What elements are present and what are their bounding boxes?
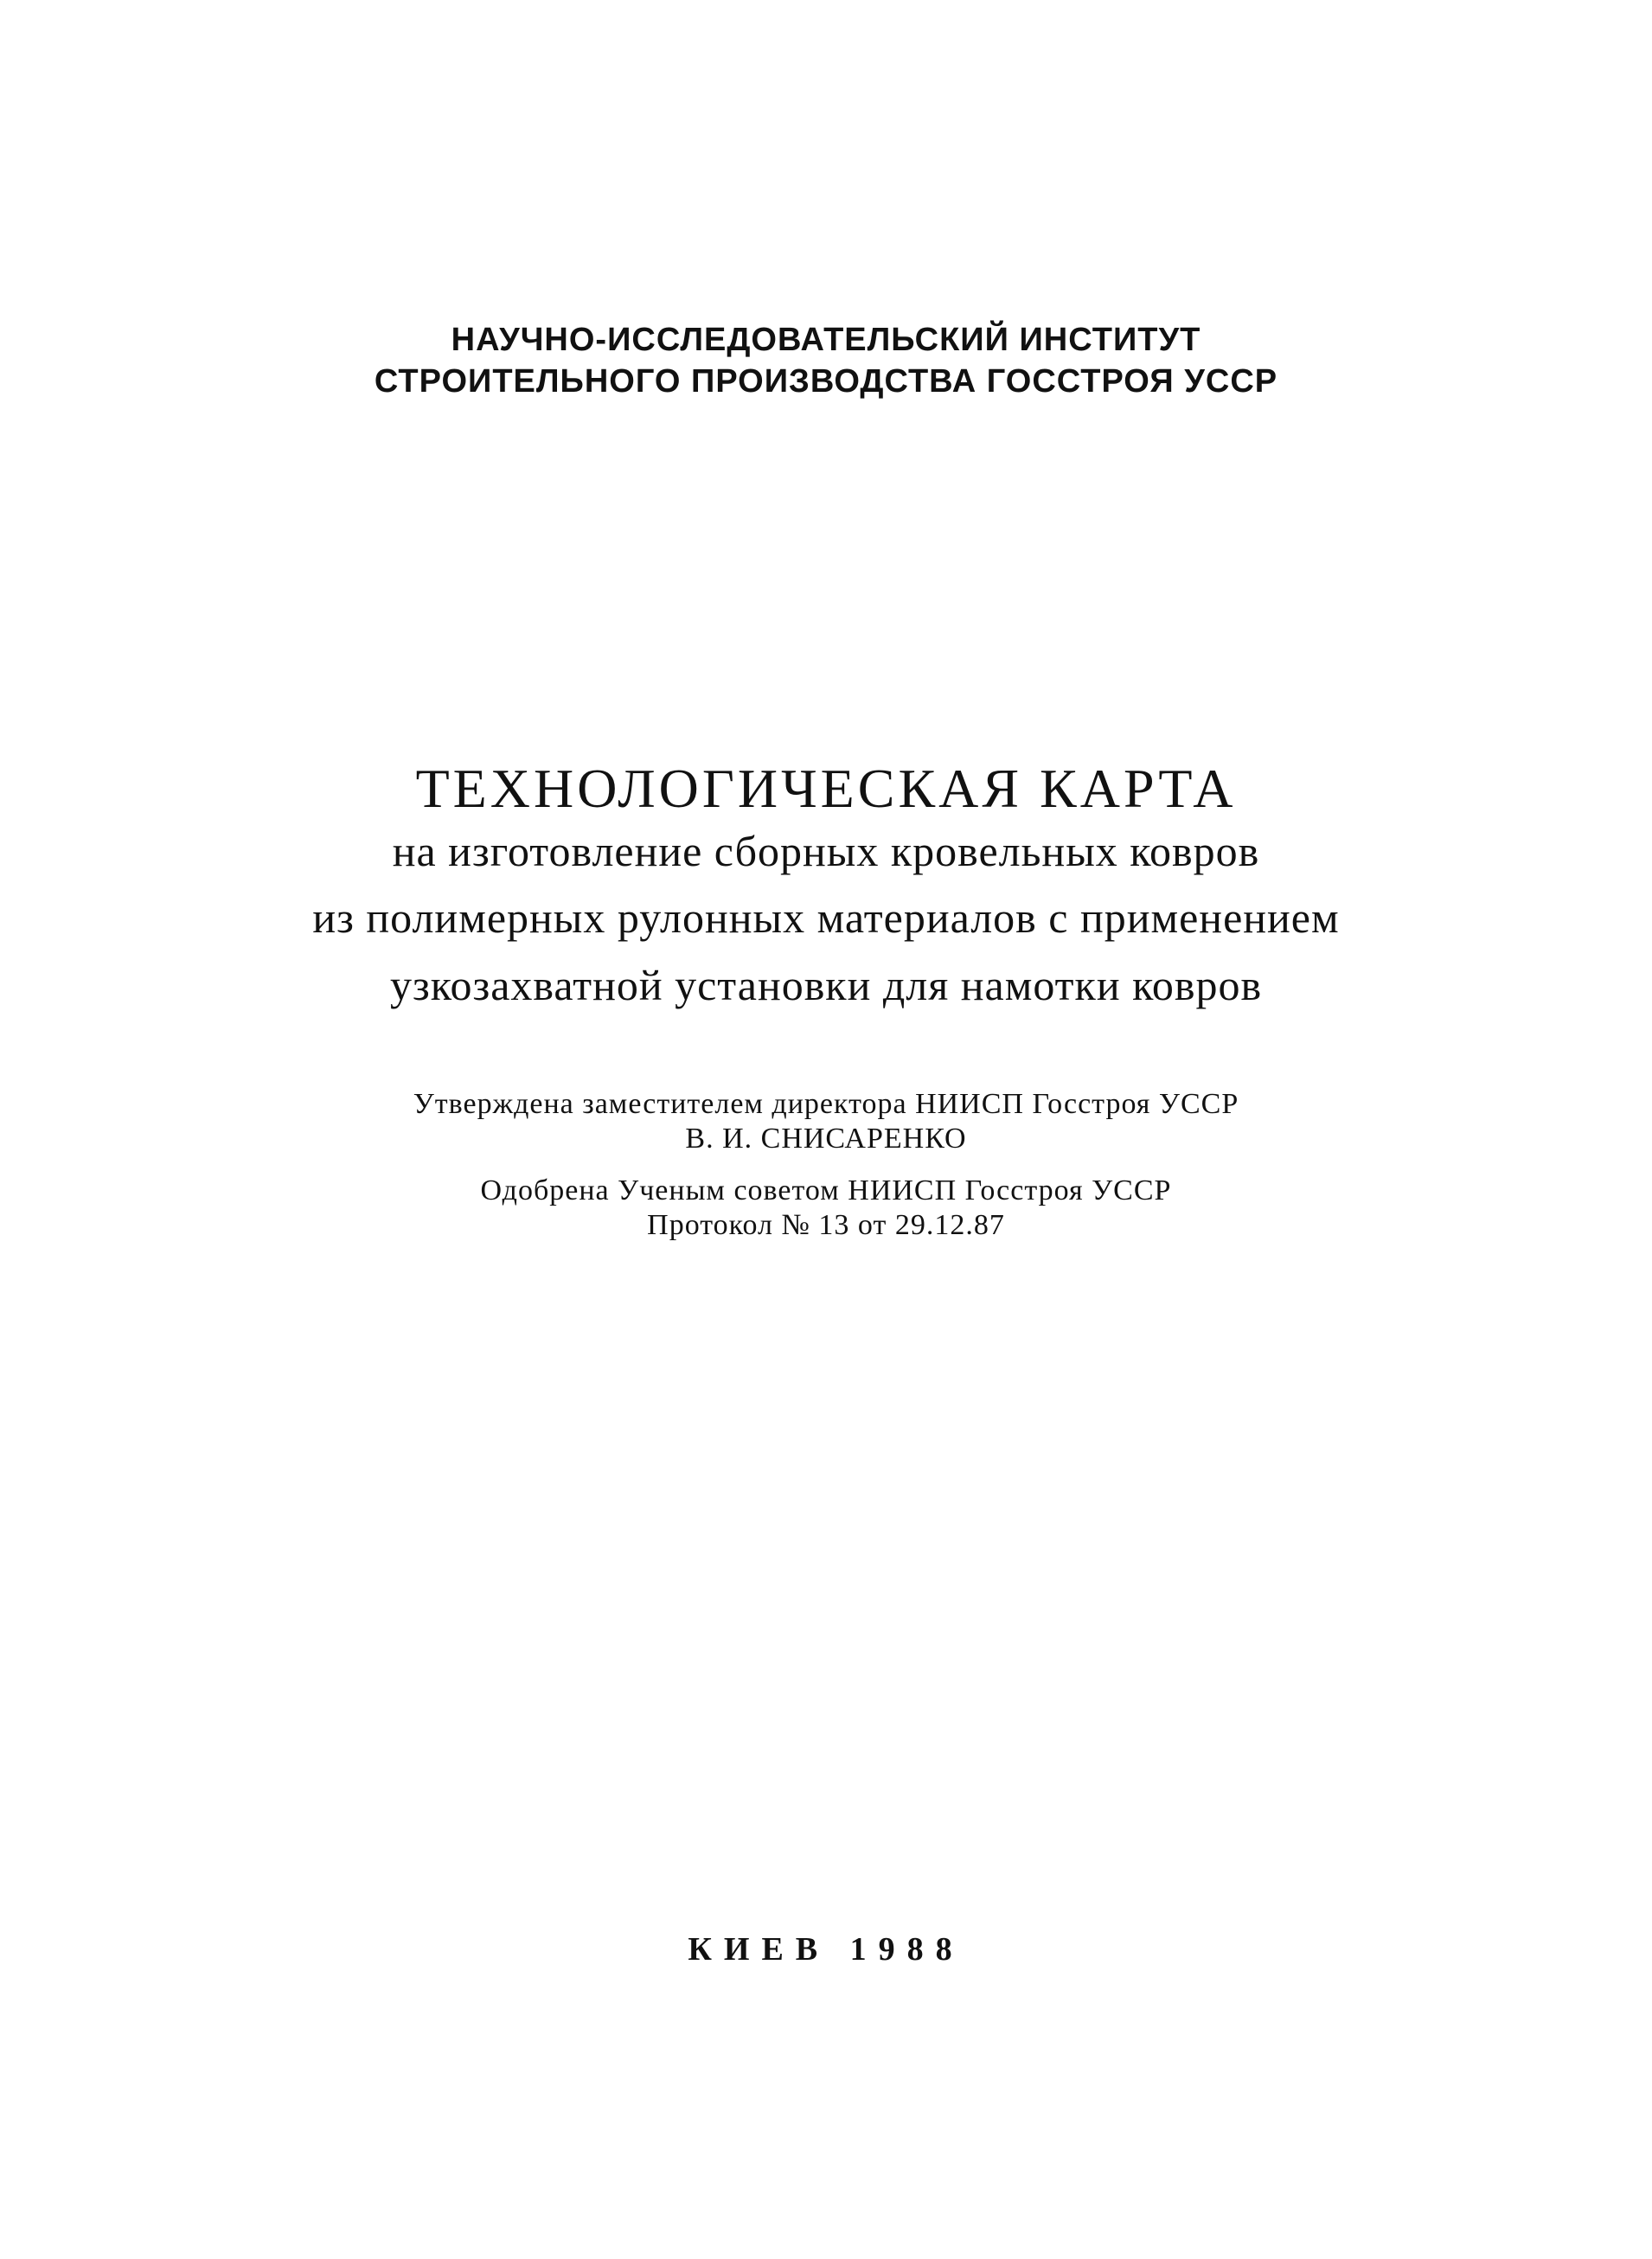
document-title: ТЕХНОЛОГИЧЕСКАЯ КАРТА [415,758,1237,819]
place-and-year: КИЕВ 1988 [688,1931,964,1968]
institute-name-line-2: СТРОИТЕЛЬНОГО ПРОИЗВОДСТВА ГОССТРОЯ УССР [374,363,1278,400]
protocol-reference: Протокол № 13 от 29.12.87 [647,1209,1005,1241]
document-subtitle-line-3: узкозахватной установки для намотки ковров [389,961,1263,1009]
endorsement-statement: Одобрена Ученым советом НИИСП Госстроя УССР [480,1174,1172,1206]
approver-name: В. И. СНИСАРЕНКО [685,1123,967,1155]
document-subtitle-line-2: из полимерных рулонных материалов с применением [312,893,1340,942]
approval-statement: Утверждена заместителем директора НИИСП Госстроя УССР [413,1088,1239,1120]
institute-name-line-1: НАУЧНО-ИССЛЕДОВАТЕЛЬСКИЙ ИНСТИТУТ [451,322,1201,358]
document-subtitle-line-1: на изготовление сборных кровельных ковров [392,827,1260,875]
